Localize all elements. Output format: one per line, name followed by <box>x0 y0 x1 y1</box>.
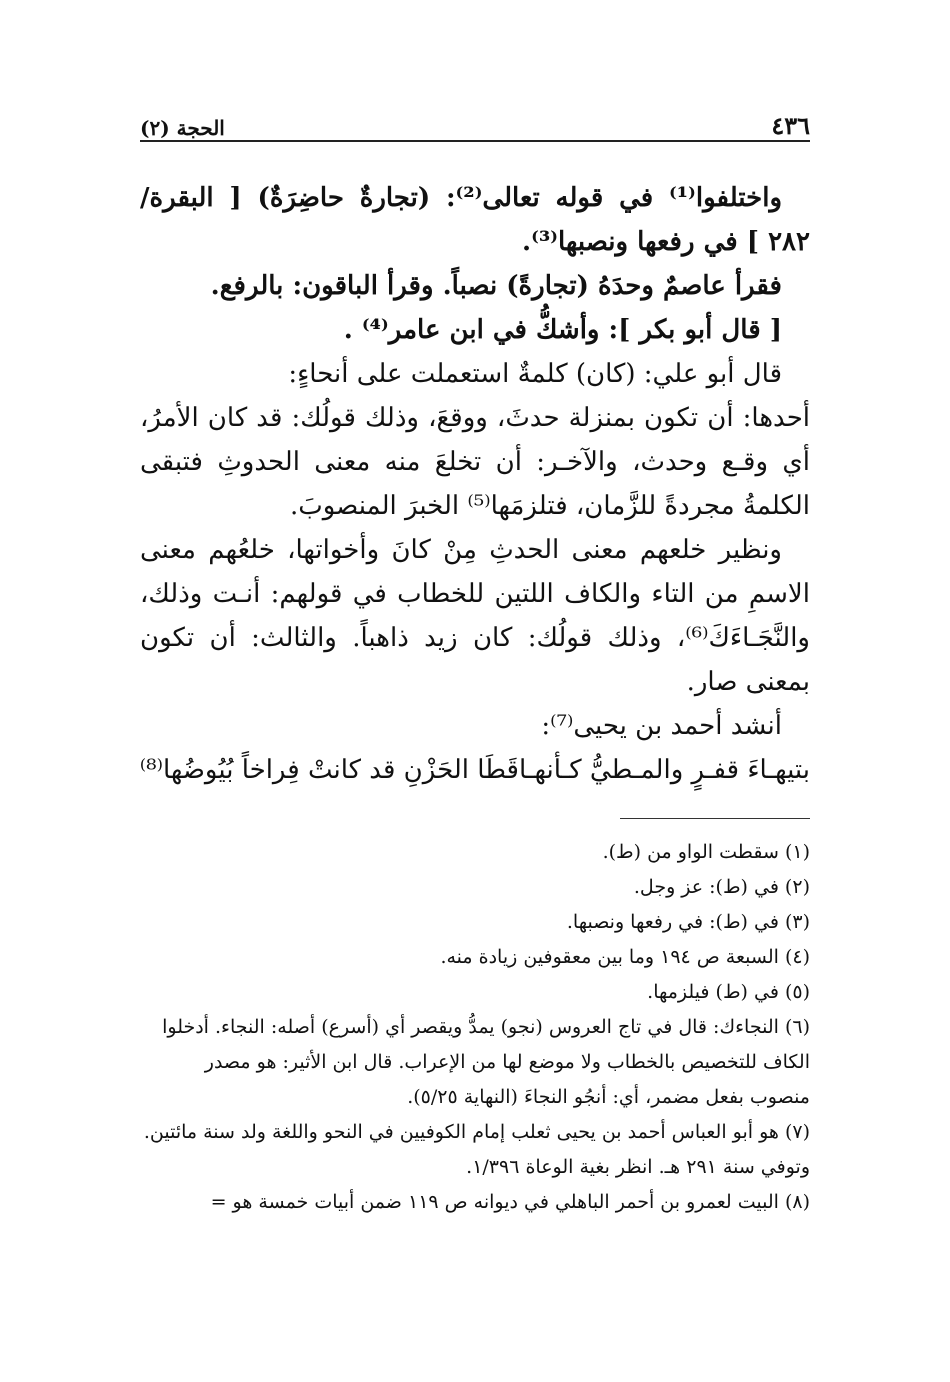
footnote-1: (١) سقطت الواو من (ط). <box>602 841 810 863</box>
verse-hemistich-1: بتيهـاءَ قفـرٍ والمـطيُّ كـأنهـا <box>518 755 810 785</box>
paragraph-6: ونظير خلعهم معنى الحدثِ مِنْ كانَ وأخواتها، خلعُهم معنى الاسمِ من التاء والكاف اللتين للخطاب في قولهم: أنـت وذلك، والنَّجَـاءَكَ⁽⁶⁾، وذلك قولُك: كان زيد ذاهباً. والثالث: أن تكون بمعنى صار. <box>140 535 810 697</box>
footnotes <box>140 835 810 1220</box>
footnote-7: (٧) هو أبو العباس أحمد بن يحيى ثعلب إمام الكوفيين في النحو واللغة ولد سنة مائتين. وتوفي سنة ٢٩١ هـ. انظر بغية الوعاة ١/٣٩٦. <box>143 1121 810 1178</box>
footnote-2: (٢) في (ط): عز وجل. <box>633 876 810 898</box>
page-header <box>140 100 810 142</box>
paragraph-1: واختلفوا⁽¹⁾ في قوله تعالى⁽²⁾: (تجارةٌ حاضِرَةٌ) [ البقرة/ ٢٨٢ ] في رفعها ونصبها⁽³⁾. <box>140 183 810 257</box>
footnote-4: (٤) السبعة ص ١٩٤ وما بين معقوفين زيادة منه. <box>440 946 810 968</box>
main-text <box>140 176 810 792</box>
footnote-separator <box>620 818 810 819</box>
footnote-3: (٣) في (ط): في رفعها ونصبها. <box>566 911 810 933</box>
footnote-8: (٨) البيت لعمرو بن أحمر الباهلي في ديوانه ص ١١٩ ضمن أبيات خمسة هو = <box>210 1191 810 1213</box>
footnote-5: (٥) في (ط) فيلزمها. <box>647 981 810 1003</box>
paragraph-4: قال أبو علي: (كان) كلمةٌ استعملت على أنحاءٍ: <box>288 359 782 389</box>
verse-hemistich-2: قَطَا الحَزْنِ قد كانتْ فِراخاً بُيُوضُها⁽⁸⁾ <box>139 755 519 785</box>
footnote-6: (٦) النجاءك: قال في تاج العروس (نجو) يمدُّ ويقصر أي (أسرع) أصله: النجاء. أدخلوا الكاف للتخصيص بالخطاب ولا موضع لها من الإعراب. قال ابن الأثير: هو مصدر منصوب بفعل مضمر، أي: أنجُو النجاءَ (النهاية ٥/٢٥). <box>162 1016 810 1108</box>
running-title: الحجة (٢) <box>140 116 225 140</box>
paragraph-5: أحدها: أن تكون بمنزلة حدثَ، ووقعَ، وذلك قولُك: قد كان الأمرُ، أي وقـع وحدث، والآخـر: أن تخلعَ منه معنى الحدوثِ فتبقى الكلمةُ مجردةً للزَّمان، فتلزمَها⁽⁵⁾ الخبرَ المنصوبَ. <box>140 403 810 521</box>
page-number: ٤٣٦ <box>771 111 810 140</box>
book-page <box>140 100 810 1220</box>
paragraph-7: أنشد أحمد بن يحيى⁽⁷⁾: <box>541 711 782 741</box>
paragraph-3: [ قال أبو بكر ]: وأشكُّ في ابن عامر⁽⁴⁾ . <box>343 315 782 345</box>
poetry-verse <box>140 748 810 792</box>
paragraph-2: فقرأ عاصمٌ وحدَهُ (تجارةً) نصباً. وقرأ الباقون: بالرفع. <box>210 271 782 301</box>
